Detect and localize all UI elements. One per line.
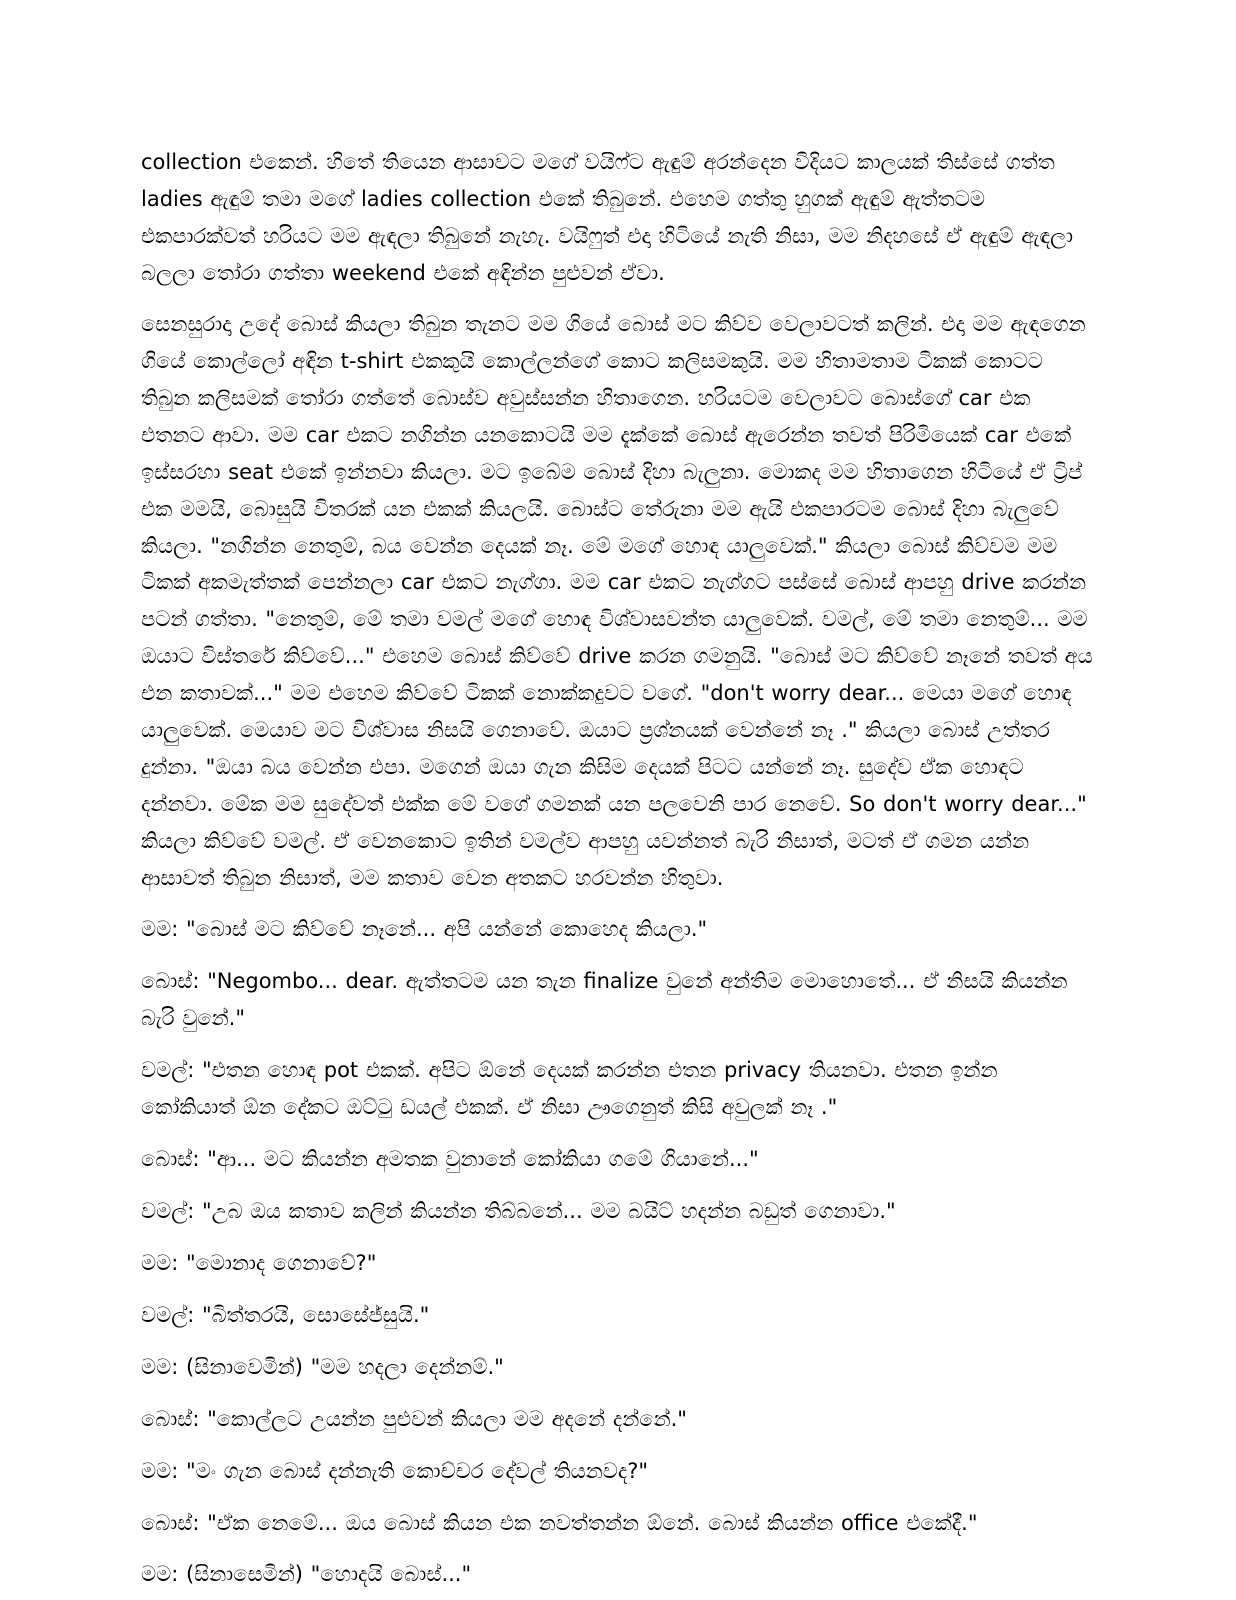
dialogue-line: මම: "මොනාද ගෙනාවේ?" <box>141 1250 377 1275</box>
paragraph-narrative: සෙනසුරාදා උදේ බොස් කියලා තිබුන තැනට මම ගියේ බොස් මට කිව්ව වෙලාවටත් කලින්. එදා මම ඇඳගෙන ගියේ කොල්ලෝ අඳින t-shirt එකකුයි කොල්ලන්ගේ කොට කලිසමකුයි. මම හිතාමතාම ටිකක් කොටට තිබුන කලිසමක් තෝරා ගත්තේ බොස්ව අවුස්සන්න හිතාගෙන. හරියටම වෙලාවට බොස්ගේ car එක එතනට ආවා. මම car එකට නගින්න යනකොටයි මම දැක්කේ බොස් ඇරෙන්න තවත් පිරිමියෙක් car එකේ ඉස්සරහා seat එකේ ඉන්නවා කියලා. මට ඉබේම බොස් දිහා බැලුනා. මොකද මම හිතාගෙන හිටියේ ඒ ට්‍රිප් එක මමයි, බොසුයි විතරක් යන එකක් කියලයි. බොස්ට තේරුනා මම ඇයි එකපාරටම බොස් දිහා බැලුවේ කියලා. "නගින්න නෙතුම්, බය වෙන්න දෙයක් නෑ. මේ මගේ හොඳ යාලුවෙක්." කියලා බොස් කිව්වම මම ටිකක් අකමැත්තක් පෙන්නලා car එකට නැග්ගා. මම car එකට නැග්ගට පස්සේ බොස් ආපහු drive කරන්න පටන් ගත්තා. "නෙතුම්, මේ තමා වමල් මගේ හොඳ විශ්වාසවන්ත යාලුවෙක්. වමල්, මේ තමා නෙතුම්... මම ඔයාට විස්තරේ කිව්වේ..." එහෙම බොස් කිව්වේ drive කරන ගමනුයි. "බොස් මට කිව්වේ නෑනේ තවත් අය එන කතාවක්..." මම එහෙම කිව්වේ ටිකක් නොක්කදුවට වගේ. "don't worry dear... මෙයා මගේ හොඳ යාලුවෙක්. මෙයාව මට විශ්වාස නිසයි ගෙනාවේ. ඔයාට ප්‍රශ්නයක් වෙන්නේ නෑ ." කියලා බොස් උත්තර දුන්නා. "ඔයා බය වෙන්න එපා. මගෙන් ඔයා ගැන කිසිම දෙයක් පිටට යන්නේ නෑ. සුදේව ඒක හොඳට දන්නවා. මේක මම සුදේවත් එක්ක මේ වගේ ගමනක් යන පලවෙනි පාර නෙවේ. So don't worry dear..." කියලා කිව්වේ වමල්. ඒ වෙනකොට ඉතින් වමල්ව ආපහු යවන්නත් බැරි නිසාත්, මටත් ඒ ගමන යන්න ආසාවත් තිබුන නිසාත්, මම කතාව වෙන අතකට හරවන්න හිතුවා. <box>141 311 1093 891</box>
dialogue-line: වමල්: "බිත්තරයි, සොසේජ්සුයි." <box>141 1302 430 1327</box>
dialogue-line: මම: "මං ගැන බොස් දන්නැති කොච්චර දේවල් තියනවද?" <box>141 1458 649 1483</box>
dialogue-line: වමල්: "උබ ඔය කතාව කලින් කියන්න තිබ්බනේ... මම බයිට් හදන්න බඩුත් ගෙනාවා." <box>141 1198 896 1223</box>
dialogue-line: මම: (සිනාසෙමින්) "හොදයි බොස්..." <box>141 1562 472 1587</box>
dialogue-line: බොස්: "ආ... මට කියන්න අමතක වුනානේ කෝකියා ගමේ ගියානේ..." <box>141 1146 759 1171</box>
dialogue-line: බොස්: "ඒක නෙමේ... ඔය බොස් කියන එක නවත්තන්න ඕනේ. බොස් කියන්න office එකේදී." <box>141 1510 978 1535</box>
dialogue-line: මම: (සිනාවෙමින්) "මම හදලා දෙන්නම්." <box>141 1354 504 1379</box>
dialogue-line: වමල්: "එතන හොඳ pot එකක්. අපිට ඕනේ දෙයක් කරන්න එතන privacy තියනවා. එතන ඉන්න කෝකියාත් ඕන දේකට ඔට්ටු ඩයල් එකක්. ඒ නිසා ඌගෙනුත් කිසි අවුලක් නෑ ." <box>141 1057 998 1119</box>
paragraph-intro: collection එකෙන්. හිතේ තියෙන ආසාවට මගේ වයිෆ්ට ඇඳුම් අරන්දෙන විදියට කාලයක් තිස්සේ ගත්ත ladies ඇඳුම් තමා මගේ ladies collection එකේ තිබුනේ. එහෙම ගත්තු හුගක් ඇඳුම් ඇත්තටම එකපාරක්වත් හරියට මම ඇඳලා තිබුනේ නැහැ. වයිෆුත් එදා හිටියේ නැති නිසා, මම නිදහසේ ඒ ඇඳුම් ඇඳලා බලලා තෝරා ගත්තා weekend එකේ අඳින්න පුළුවන් ඒවා. <box>141 150 1074 285</box>
dialogue-line: බොස්: "Negombo... dear. ඇත්තටම යන තැන finalize වුනේ අන්තිම මොහොතේ... ඒ නිසයි කියන්න බැරි වුනේ." <box>141 969 1068 1030</box>
dialogue-line: මම: "බොස් මට කිව්වේ නෑනේ... අපි යන්නේ කොහෙද කියලා." <box>141 917 708 942</box>
dialogue-line: බොස්: "කොල්ලට උයන්න පුළුවන් කියලා මම අදනේ දන්නේ." <box>141 1406 687 1431</box>
